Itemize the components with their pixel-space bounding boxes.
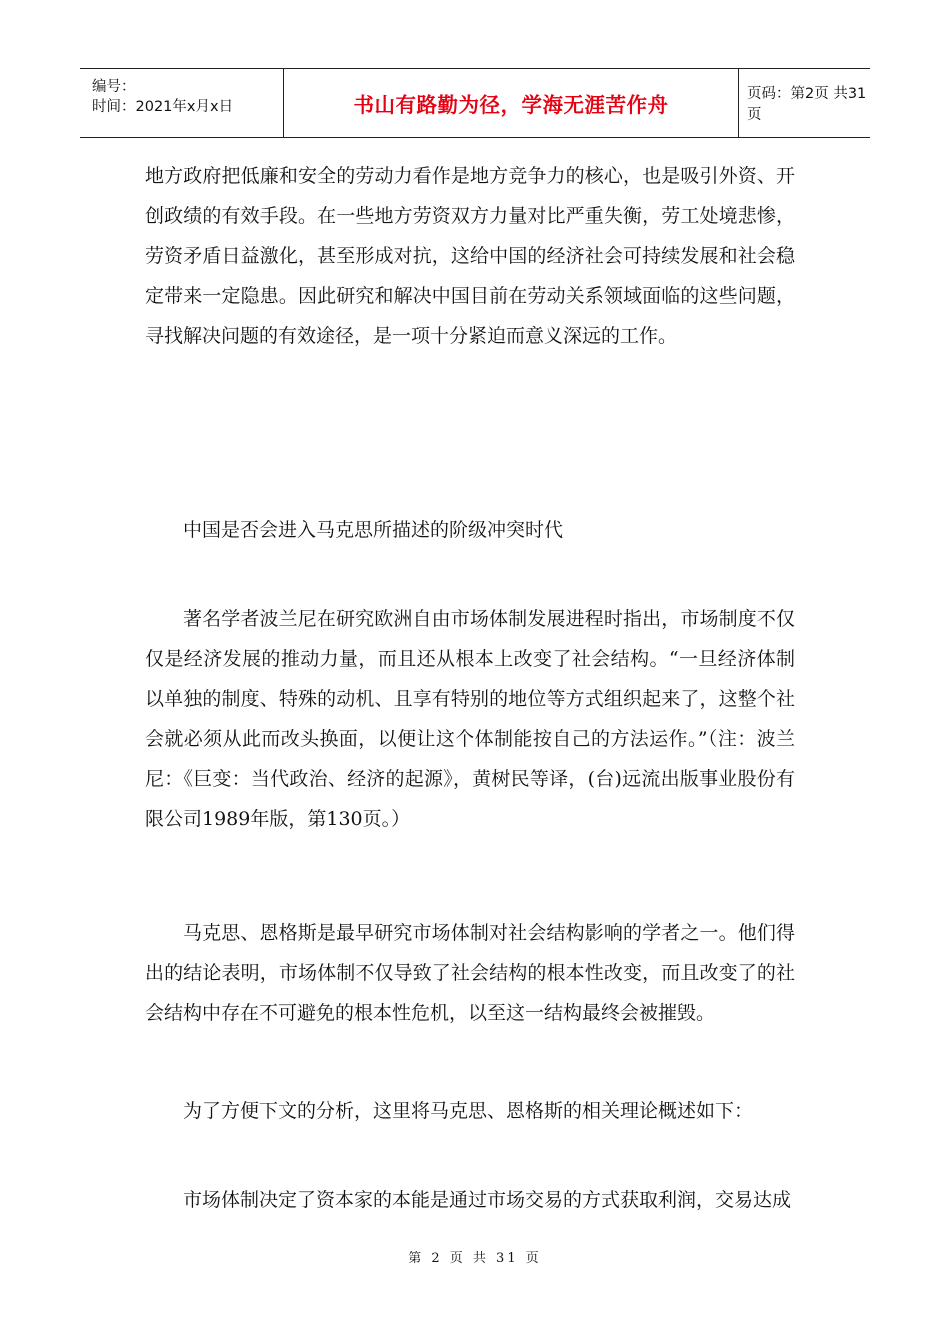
page-header [80,68,870,138]
header-meta-cell [80,69,284,137]
paragraph-polanyi: 著名学者波兰尼在研究欧洲自由市场体制发展进程时指出，市场制度不仅仅是经济发展的推动力量，而且还从根本上改变了社会结构。“一旦经济体制以单独的制度、特殊的动机、且享有特别的地位等方式组织起来了，这整个社会就必须从此而改头换面，以便让这个体制能按自己的方法运作。”（注：波兰尼：《巨变：当代政治、经济的起源》，黄树民等译，(台)远流出版事业股份有限公司1989年版，第130页。） [145,608,795,830]
document-number-label: 编号： [92,79,136,95]
paragraph-labor-relations: 地方政府把低廉和安全的劳动力看作是地方竞争力的核心，也是吸引外资、开创政绩的有效手段。在一些地方劳资双方力量对比严重失衡，劳工处境悲惨，劳资矛盾日益激化，甚至形成对抗，这给中国的经济社会可持续发展和社会稳定带来一定隐患。因此研究和解决中国目前在劳动关系领域面临的这些问题，寻找解决问题的有效途径，是一项十分紧迫而意义深远的工作。 [145,165,795,347]
section-heading: 中国是否会进入马克思所描述的阶级冲突时代 [183,519,564,541]
header-page-info: 页码：第2页 共31页 [747,86,867,123]
paragraph-market-system: 市场体制决定了资本家的本能是通过市场交易的方式获取利润，交易达成 [183,1189,792,1211]
document-time-label: 时间：2021年x月x日 [92,99,234,115]
page-footer: 第 2 页 共 31 页 [408,1251,542,1266]
paragraph-marx-engels: 马克思、恩格斯是最早研究市场体制对社会结构影响的学者之一。他们得出的结论表明，市场体制不仅导致了社会结构的根本性改变，而且改变了的社会结构中存在不可避免的根本性危机，以至这一结构最终会被摧毁。 [145,922,795,1024]
header-motto: 书山有路勤为径，学海无涯苦作舟 [284,69,739,137]
paragraph-summary-intro: 为了方便下文的分析，这里将马克思、恩格斯的相关理论概述如下： [183,1100,754,1122]
